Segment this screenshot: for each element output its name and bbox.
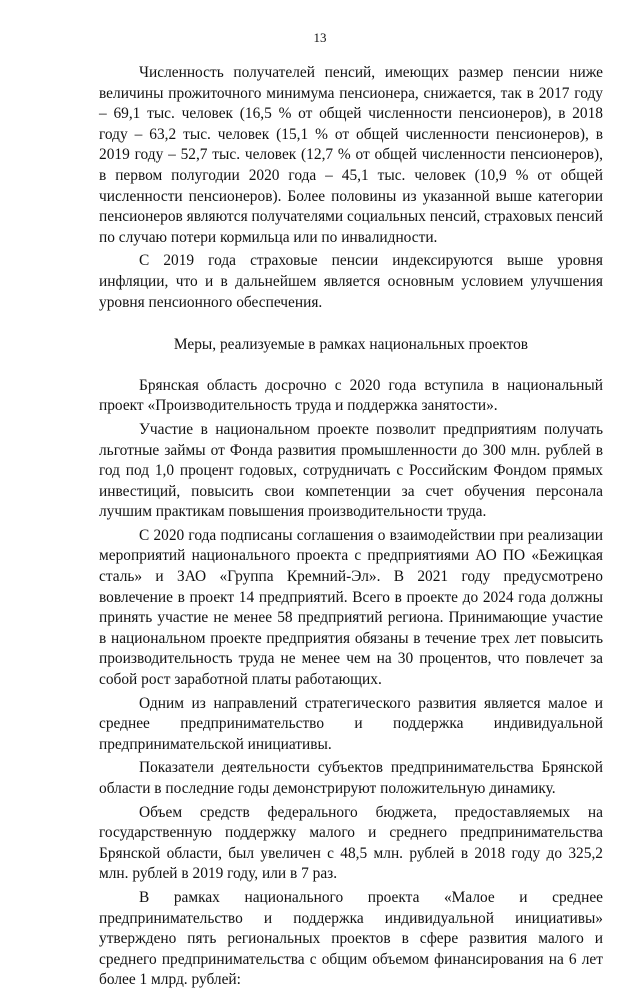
paragraph-pensions-below-minimum: Численность получателей пенсий, имеющих размер пенсии ниже величины прожиточного минимума пенсионера, снижается, так в 2017 году – 69,1 тыс. человек (16,5 % от общей численности пенсионеров), в 2018 году – 63,2 тыс. человек (15,1 % от общей численности пенсионеров), в 2019 году – 52,7 тыс. человек (12,7 % от общей численности пенсионеров), в первом полугодии 2020 года – 45,1 тыс. человек (10,9 % от общей численности пенсионеров). Более половины из указанной выше категории пенсионеров являются получателями социальных пенсий, страховых пенсий по случаю потери кормильца или по инвалидности. xyxy=(99,64,603,246)
paragraph-small-business-direction: Одним из направлений стратегического развития является малое и среднее предпринимательство и поддержка индивидуальной предпринимательской инициативы. xyxy=(99,694,603,753)
page-number: 13 xyxy=(313,30,327,45)
paragraph-pension-indexation: С 2019 года страховые пенсии индексируются выше уровня инфляции, что и в дальнейшем является основным условием улучшения уровня пенсионного обеспечения. xyxy=(99,252,603,311)
paragraph-positive-dynamics: Показатели деятельности субъектов предпринимательства Брянской области в последние годы демонстрируют положительную динамику. xyxy=(99,759,603,797)
paragraph-federal-budget: Объем средств федерального бюджета, предоставляемых на государственную поддержку малого и среднего предпринимательства Брянской области, был увеличен с 48,5 млн. рублей в 2018 году до 325,2 млн. рублей в 2019 году, или в 7 раз. xyxy=(99,803,603,883)
paragraph-national-project-entry: Брянская область досрочно с 2020 года вступила в национальный проект «Производительность труда и поддержка занятости». xyxy=(99,376,603,415)
paragraph-regional-projects: В рамках национального проекта «Малое и среднее предпринимательство и поддержка индивидуальной инициативы» утверждено пять региональных проектов в сфере развития малого и среднего предпринимательства с общим объемом финансирования на 6 лет более 1 млрд. рублей: xyxy=(99,888,603,989)
section-title: Меры, реализуемые в рамках национальных проектов xyxy=(173,336,529,354)
paragraph-project-benefits: Участие в национальном проекте позволит предприятиям получать льготные займы от Фонда развития промышленности до 300 млн. рублей в год под 1,0 процент годовых, сотрудничать с Российским Фондом прямых инвестиций, повысить свои компетенции за счет обучения персонала лучшим практикам повышения производительности труда. xyxy=(99,420,603,521)
paragraph-agreements-signed: С 2020 года подписаны соглашения о взаимодействии при реализации мероприятий национального проекта с предприятиями АО ПО «Бежицкая сталь» и ЗАО «Группа Кремний-Эл». В 2021 году предусмотрено вовлечение в проект 14 предприятий. Всего в проекте до 2024 года должны принять участие не менее 58 предприятий региона. Принимающие участие в национальном проекте предприятия обязаны в течение трех лет повысить производительность труда не менее чем на 30 процентов, что повлечет за собой рост заработной платы работающих. xyxy=(99,526,603,689)
document-body xyxy=(99,63,603,994)
